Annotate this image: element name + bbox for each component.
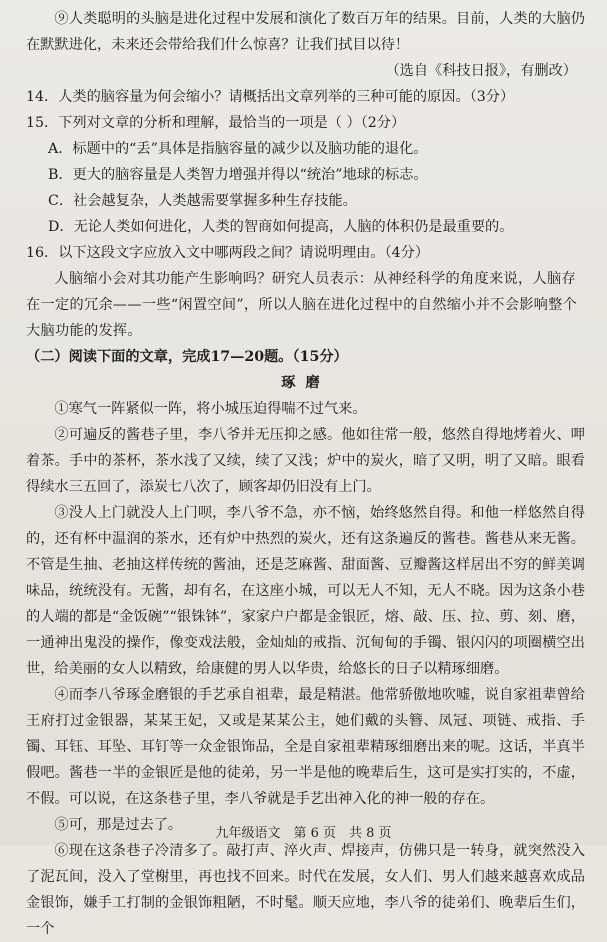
article-title: 琢磨 [281,375,330,391]
option-b: B．更大的脑容量是人类智力增强并得以“统治”地球的标志。 [48,167,428,183]
section-heading: （二）阅读下面的文章，完成17—20题。（15分） [26,349,348,365]
article-para-2: ②可遍反的酱巷子里，李八爷并无压抑之感。他如往常一般，悠然自得地烤着火、呷着茶。手中的茶杯，茶水浅了又续，续了又浅；炉中的炭火，暗了又明，明了又暗。眼看得续水三五回了，添炭七八次了，顾客却仍旧没有上门。 [26,427,585,495]
question-16: 16．以下这段文字应放入文中哪两段之间？请说明理由。（4分） [26,245,430,261]
article-para-4: ④而李八爷琢金磨银的手艺承自祖辈，最是精湛。他常骄傲地吹嘘，说自家祖辈曾给王府打过金银器，某某王妃，又或是某某公主，她们戴的头簪、凤冠、项链、戒指、手镯、耳钰、耳坠、耳钉等一众金银饰品，全是自家祖辈精琢细磨出来的呢。这话，半真半假吧。酱巷一半的金银匠是他的徒弟，另一半是他的晚辈后生，这可是实打实的，不虚，不假。可以说，在这条巷子里，李八爷就是手艺出神入化的神一般的存在。 [26,687,585,807]
article-para-3: ③没人上门就没人上门呗，李八爷不急，亦不恼，始终悠然自得。和他一样悠然自得的，还有杯中温润的茶水，还有炉中热烈的炭火，还有这条遍反的酱巷。酱巷从来无酱。不管是生抽、老抽这样传统的酱油，还是芝麻酱、甜面酱、豆瓣酱这样居出不穷的鲜美调味品，统统没有。无酱，却有名，在这座小城，可以无人不知，无人不晓。因为这条小巷的人端的都是“金饭碗”“银铢钵”，家家户户都是金银匠，熔、敲、压、拉、剪、刻、磨，一通神出鬼没的操作，像变戏法般，金灿灿的戒指、沉甸甸的手镯、银闪闪的项圈横空出世，给美丽的女人以精致，给康健的男人以华贵，给悠长的日子以精琢细磨。 [26,505,585,677]
page-footer: 九年级语文 第 6 页 共 8 页 [215,826,392,841]
question-15: 15．下列对文章的分析和理解，最恰当的一项是（ ）（2分） [26,115,406,131]
option-d: D．无论人类如何进化，人类的智商如何提高，人脑的体积仍是最重要的。 [48,219,514,235]
question-14: 14．人类的脑容量为何会缩小？请概括出文章列举的三种可能的原因。（3分） [26,89,515,105]
article-para-6: ⑥现在这条巷子冷清多了。敲打声、淬火声、焊接声，仿佛只是一转身，就突然没入了泥瓦间，没入了堂榭里，再也找不回来。时代在发展，女人们、男人们越来越喜欢成品金银饰，嫌手工打制的金银饰粗陋，不时髦。顺天应地，李八爷的徒弟们、晚辈后生们，一个 [26,843,585,937]
option-c: C．社会越复杂，人类越需要掌握多种生存技能。 [48,193,357,209]
article-para-1: ①寒气一阵紧似一阵，将小城压迫得喘不过气来。 [54,401,367,417]
article-para-5: ⑤可，那是过去了。 [54,817,183,833]
passage-para-9: ⑨人类聪明的头脑是进化过程中发展和演化了数百万年的结果。目前，人类的大脑仍在默默进化，未来还会带给我们什么惊喜？让我们拭目以待！ [26,11,585,53]
source-citation: （选自《科技日报》，有删改） [385,63,577,79]
option-a: A．标题中的“丢”具体是指脑容量的减少以及脑功能的退化。 [48,141,428,157]
question-16-quote: 人脑缩小会对其功能产生影响吗？研究人员表示：从神经科学的角度来说，人脑存在一定的冗余——一些“闲置空间”，所以人脑在进化过程中的自然缩小并不会影响整个大脑功能的发挥。 [26,271,578,339]
